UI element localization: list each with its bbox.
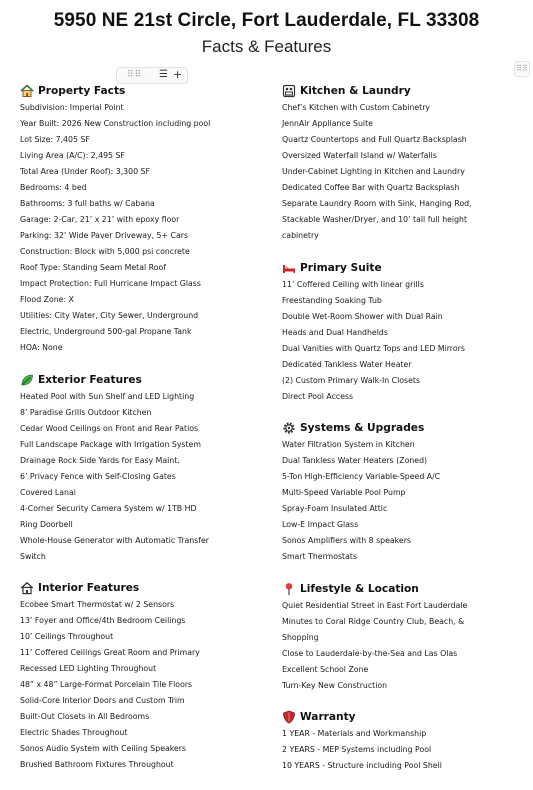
gear-icon xyxy=(282,421,296,435)
feature-line: Sonos Amplifiers with 8 speakers xyxy=(282,536,411,545)
page-title: 5950 NE 21st Circle, Fort Lauderdale, FL 33308 xyxy=(53,10,480,31)
section-title: Interior Features xyxy=(38,582,140,594)
shield-icon xyxy=(282,710,296,724)
feature-line: Solid-Core Interior Doors and Custom Trim xyxy=(20,696,185,705)
page-subtitle: Facts & Features xyxy=(201,37,332,56)
feature-line: Chef’s Kitchen with Custom Cabinetry xyxy=(282,103,431,112)
feature-line: Cedar Wood Ceilings on Front and Rear Patios xyxy=(20,423,199,433)
section-title: Warranty xyxy=(300,711,356,723)
feature-line: Ring Doorbell xyxy=(20,519,73,529)
feature-line: Built-Out Closets in All Bedrooms xyxy=(20,712,150,721)
feature-line: Whole-House Generator with Automatic Transfer xyxy=(20,535,210,545)
feature-line: Minutes to Coral Ridge Country Club, Beach, & xyxy=(282,616,465,626)
feature-line: (2) Custom Primary Walk-In Closets xyxy=(282,375,421,385)
section-heading xyxy=(282,420,528,436)
sort-icon[interactable]: ☰ xyxy=(159,69,168,80)
feature-line: Low-E Impact Glass xyxy=(282,520,359,529)
section-interior-features xyxy=(20,580,282,773)
feature-line: Multi-Speed Variable Pool Pump xyxy=(282,488,406,497)
feature-line: Dedicated Tankless Water Heater xyxy=(282,359,412,369)
add-block-icon[interactable]: + xyxy=(173,68,183,81)
section-heading xyxy=(282,581,528,597)
home-outline-icon xyxy=(20,581,34,595)
feature-line: Dual Vanities with Quartz Tops and LED Mirrors xyxy=(282,343,465,353)
feature-line: Spray-Foam Insulated Attic xyxy=(282,504,388,513)
feature-line: Double Wet-Room Shower with Dual Rain xyxy=(282,311,443,321)
section-warranty xyxy=(282,709,528,774)
feature-line: Shopping xyxy=(282,632,319,642)
feature-line: Dedicated Coffee Bar with Quartz Backsplash xyxy=(282,183,460,192)
feature-line: Bathrooms: 3 full baths w/ Cabana xyxy=(20,199,155,208)
section-exterior-features xyxy=(20,372,282,565)
section-lifestyle-and-location xyxy=(282,581,528,694)
stove-icon xyxy=(282,84,296,98)
feature-line: Ecobee Smart Thermostat w/ 2 Sensors xyxy=(20,600,175,609)
feature-line: 8’ Paradise Grills Outdoor Kitchen xyxy=(20,407,152,417)
feature-line: Subdivision: Imperial Point xyxy=(20,103,124,112)
feature-line: Dual Tankless Water Heaters (Zoned) xyxy=(282,456,428,465)
section-title: Kitchen & Laundry xyxy=(300,85,411,97)
feature-line: Electric Shades Throughout xyxy=(20,728,128,737)
feature-line: 1 YEAR - Materials and Workmanship xyxy=(282,729,427,738)
feature-line: Drainage Rock Side Yards for Easy Maint. xyxy=(20,455,180,465)
feature-line: Heated Pool with Sun Shelf and LED Lighting xyxy=(20,391,195,401)
feature-line: Water Filtration System in Kitchen xyxy=(282,440,415,449)
feature-line: 13’ Foyer and Office/4th Bedroom Ceilings xyxy=(20,616,186,625)
bed-icon xyxy=(282,261,296,275)
feature-line: 4-Corner Security Camera System w/ 1TB HD xyxy=(20,503,197,513)
section-title: Exterior Features xyxy=(38,373,142,386)
feature-line: Sonos Audio System with Ceiling Speakers xyxy=(20,744,187,753)
feature-line: Roof Type: Standing Seam Metal Roof xyxy=(20,263,167,272)
section-title: Primary Suite xyxy=(300,261,382,274)
feature-line: Recessed LED Lighting Throughout xyxy=(20,664,157,673)
section-kitchen-and-laundry xyxy=(282,83,528,244)
feature-line: Stackable Washer/Dryer, and 10’ tall full height xyxy=(282,215,468,224)
feature-line: Excellent School Zone xyxy=(282,664,369,674)
section-title: Systems & Upgrades xyxy=(300,422,425,434)
section-title: Lifestyle & Location xyxy=(300,582,419,595)
section-heading xyxy=(282,260,528,276)
feature-line: 11’ Coffered Ceiling with linear grills xyxy=(282,279,424,289)
feature-line: Year Built: 2026 New Construction including pool xyxy=(20,119,211,128)
feature-line: 6’ Privacy Fence with Self-Closing Gates xyxy=(20,471,176,481)
feature-line: HOA: None xyxy=(20,343,63,352)
feature-line: 48” x 48” Large-Format Porcelain Tile Floors xyxy=(20,680,193,689)
section-heading xyxy=(282,709,528,725)
section-heading xyxy=(20,83,282,99)
feature-line: 5-Ton High-Efficiency Variable-Speed A/C xyxy=(282,472,441,481)
block-toolbar[interactable] xyxy=(116,67,188,84)
section-primary-suite xyxy=(282,260,528,405)
feature-line: Quartz Countertops and Full Quartz Backsplash xyxy=(282,135,467,144)
feature-line: Flood Zone: X xyxy=(20,295,74,304)
feature-line: Close to Lauderdale-by-the-Sea and Las Olas xyxy=(282,648,458,658)
feature-line: Heads and Dual Handhelds xyxy=(282,327,388,337)
feature-line: Total Area (Under Roof): 3,300 SF xyxy=(20,167,150,176)
feature-line: Oversized Waterfall Island w/ Waterfalls xyxy=(282,151,437,160)
feature-line: Turn-Key New Construction xyxy=(282,680,388,690)
feature-line: Garage: 2-Car, 21’ x 21’ with epoxy floor xyxy=(20,215,180,224)
map-pin-icon xyxy=(282,582,296,596)
leaf-icon xyxy=(20,373,34,387)
feature-line: 2 YEARS - MEP Systems including Pool xyxy=(282,745,432,754)
section-systems-and-upgrades xyxy=(282,420,528,565)
right-drag-handle-icon[interactable]: ⠿⠿ xyxy=(514,61,530,77)
left-column xyxy=(20,83,282,789)
feature-line: Parking: 32’ Wide Paver Driveway, 5+ Cars xyxy=(20,231,189,240)
section-heading xyxy=(20,372,282,388)
feature-line: Construction: Block with 5,000 psi concrete xyxy=(20,247,190,256)
feature-line: Lot Size: 7,405 SF xyxy=(20,135,90,144)
feature-line: JennAir Appliance Suite xyxy=(282,119,373,128)
feature-line: Separate Laundry Room with Sink, Hanging Rod, xyxy=(282,199,472,208)
feature-line: 11’ Coffered Ceilings Great Room and Primary xyxy=(20,648,200,657)
feature-line: Smart Thermostats xyxy=(282,552,358,561)
drag-handle-icon[interactable]: ⠿⠿ xyxy=(127,70,143,80)
feature-line: 10 YEARS - Structure including Pool Shell xyxy=(282,761,442,770)
feature-line: Covered Lanai xyxy=(20,487,76,497)
feature-line: Switch xyxy=(20,551,46,561)
feature-line: Utilities: City Water, City Sewer, Underground xyxy=(20,311,199,320)
section-heading xyxy=(20,580,282,596)
feature-line: Living Area (A/C): 2,495 SF xyxy=(20,151,125,160)
feature-line: Quiet Residential Street in East Fort Lauderdale xyxy=(282,600,468,610)
feature-line: Freestanding Soaking Tub xyxy=(282,295,382,305)
feature-line: Direct Pool Access xyxy=(282,391,354,401)
section-property-facts xyxy=(20,83,282,356)
right-column xyxy=(282,83,528,790)
feature-line: cabinetry xyxy=(282,231,319,240)
feature-line: Bedrooms: 4 bed xyxy=(20,183,87,192)
section-title: Property Facts xyxy=(38,85,126,97)
feature-line: Impact Protection: Full Hurricane Impact Glass xyxy=(20,279,201,288)
section-heading xyxy=(282,83,528,99)
feature-line: Electric, Underground 500-gal Propane Tank xyxy=(20,327,192,336)
feature-line: Full Landscape Package with Irrigation System xyxy=(20,439,201,449)
feature-line: Under-Cabinet Lighting in Kitchen and Laundry xyxy=(282,167,465,176)
house-icon xyxy=(20,84,34,98)
feature-line: 10’ Ceilings Throughout xyxy=(20,632,114,641)
feature-line: Brushed Bathroom Fixtures Throughout xyxy=(20,760,174,769)
